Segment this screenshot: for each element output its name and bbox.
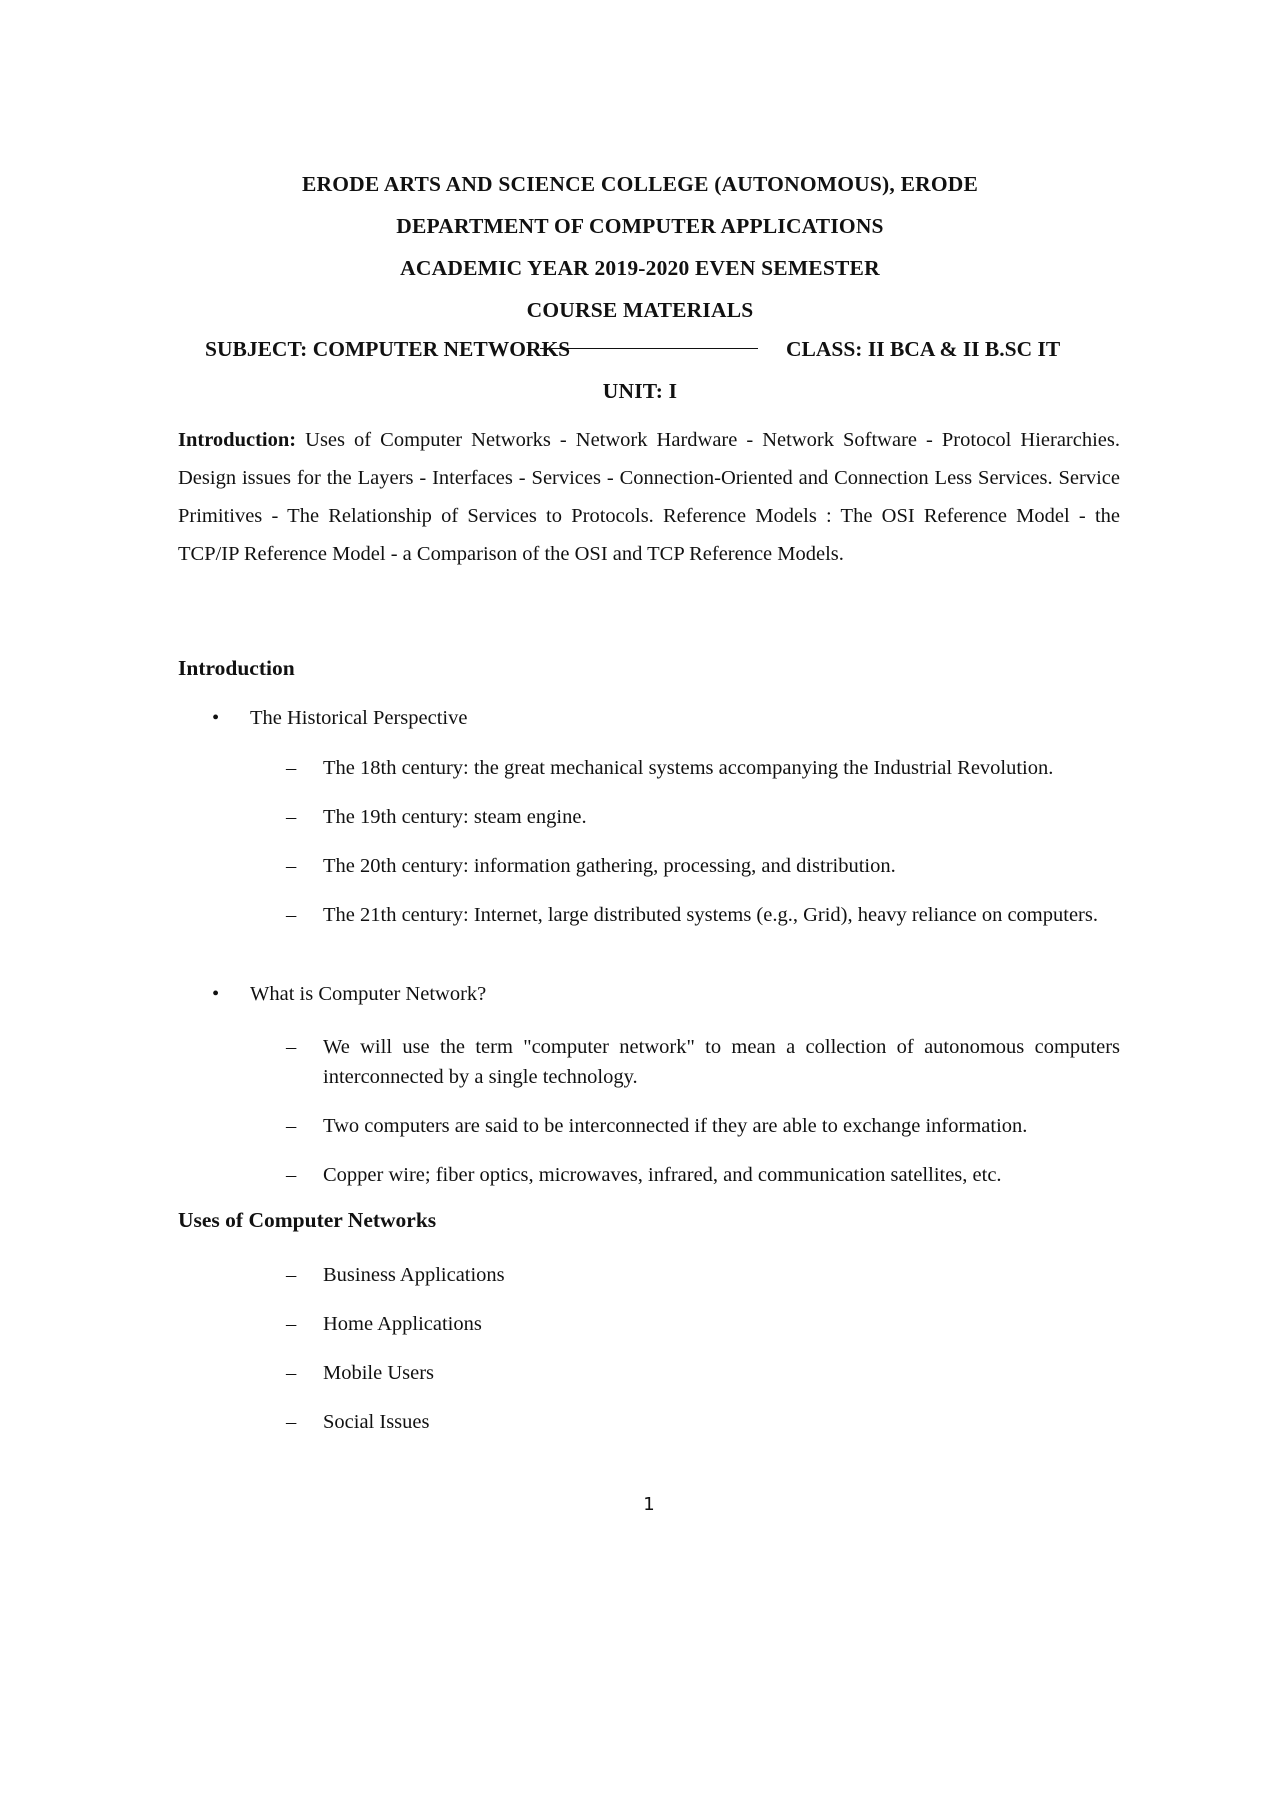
bullet-marker: •: [212, 707, 220, 729]
list-item: Home Applications: [323, 1313, 482, 1335]
dash-marker: –: [286, 1264, 297, 1286]
list-item: The 18th century: the great mechanical systems accompanying the Industrial Revolution.: [323, 757, 1054, 779]
unit-title: UNIT: I: [602, 379, 678, 403]
list-item: The 19th century: steam engine.: [323, 806, 587, 828]
college-name: ERODE ARTS AND SCIENCE COLLEGE (AUTONOMOUS), ERODE: [301, 172, 979, 196]
list-item: Social Issues: [323, 1411, 430, 1433]
syllabus-paragraph: [178, 421, 1120, 573]
list-item: The 20th century: information gathering, processing, and distribution.: [323, 855, 896, 877]
dash-marker: –: [286, 855, 297, 877]
syllabus-text: Uses of Computer Networks - Network Hardware - Network Software - Protocol Hierarchies. Design issues for the Layers - Interfaces - Services - Connection-Oriented and Connection Less Services. Service Primitives - The Relationship of Services to Protocols. Reference Models : The OSI Reference Model - the TCP/IP Reference Model - a Comparison of the OSI and TCP Reference Models.: [178, 429, 1121, 565]
syllabus-label: Introduction:: [178, 429, 297, 451]
class-label: CLASS: II BCA & II B.SC IT: [786, 337, 1061, 361]
bullet-historical-perspective: The Historical Perspective: [250, 707, 468, 729]
dash-marker: –: [286, 1115, 297, 1137]
list-item: Mobile Users: [323, 1362, 435, 1384]
list-item: Two computers are said to be interconnected if they are able to exchange information.: [323, 1115, 1028, 1137]
department-name: DEPARTMENT OF COMPUTER APPLICATIONS: [396, 214, 884, 238]
introduction-heading: Introduction: [178, 656, 295, 680]
academic-year: ACADEMIC YEAR 2019-2020 EVEN SEMESTER: [400, 256, 880, 280]
list-item: Copper wire; fiber optics, microwaves, infrared, and communication satellites, etc.: [323, 1164, 1002, 1186]
list-item: Business Applications: [323, 1264, 505, 1286]
page-number: 1: [643, 1494, 655, 1515]
dash-marker: –: [286, 1036, 297, 1058]
dash-marker: –: [286, 904, 297, 926]
subject-label: SUBJECT: COMPUTER NETWORKS: [205, 337, 571, 361]
dash-marker: –: [286, 1313, 297, 1335]
subject-underline: [540, 348, 758, 349]
course-materials-title: COURSE MATERIALS: [526, 298, 754, 322]
dash-marker: –: [286, 1362, 297, 1384]
bullet-what-is-computer-network: What is Computer Network?: [250, 983, 487, 1005]
dash-marker: –: [286, 1164, 297, 1186]
dash-marker: –: [286, 757, 297, 779]
dash-marker: –: [286, 806, 297, 828]
list-item: We will use the term "computer network" to mean a collection of autonomous computers interconnected by a single technology.: [323, 1036, 1120, 1088]
bullet-marker: •: [212, 983, 220, 1005]
dash-marker: –: [286, 1411, 297, 1433]
uses-heading: Uses of Computer Networks: [178, 1208, 437, 1232]
list-item: The 21th century: Internet, large distributed systems (e.g., Grid), heavy reliance on computers.: [323, 904, 1098, 926]
